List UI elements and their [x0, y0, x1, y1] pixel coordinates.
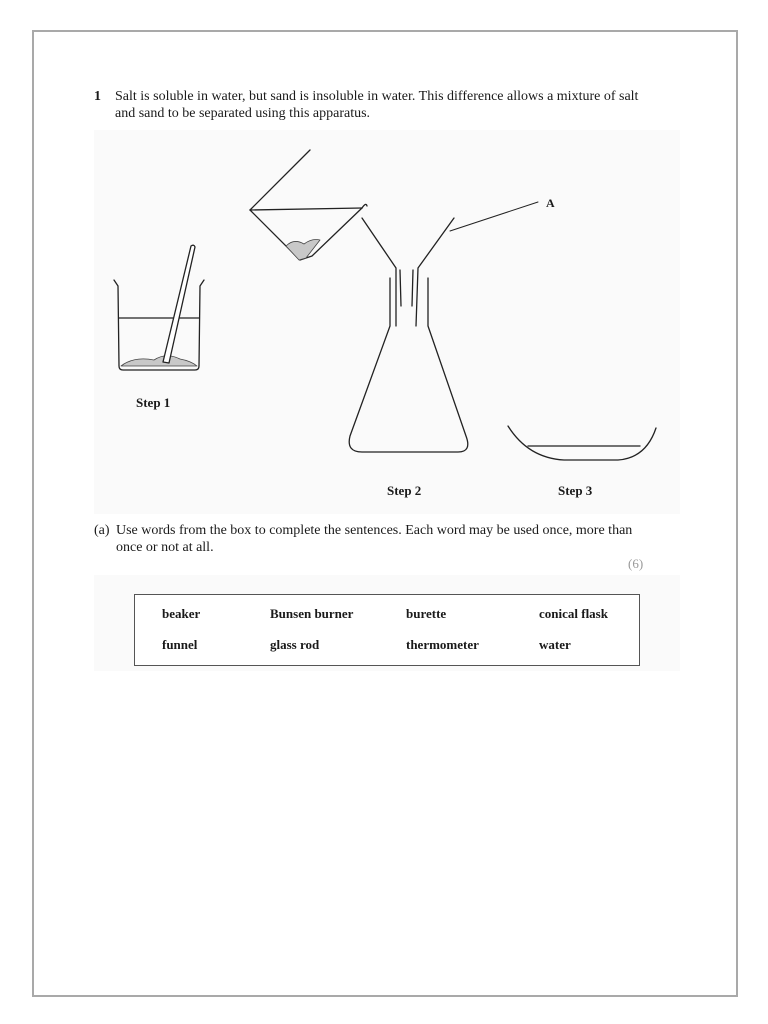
evaporating-dish [508, 426, 656, 460]
word-item: Bunsen burner [270, 606, 354, 621]
marks-indicator: (6) [628, 556, 644, 571]
step-1-label: Step 1 [136, 395, 171, 410]
word-item: water [539, 637, 571, 652]
beaker-step1 [114, 245, 204, 370]
question-text: Salt is soluble in water, but sand is insoluble in water. This difference allows a mixture of salt and sand to be separated using this apparatus. [115, 89, 639, 121]
apparatus-drawing [94, 130, 680, 514]
word-item: beaker [162, 606, 201, 621]
step-2-label: Step 2 [387, 483, 422, 498]
word-box [134, 594, 640, 666]
pouring-funnel [250, 150, 367, 260]
conical-flask [349, 278, 468, 452]
part-a-label: (a) [94, 523, 110, 538]
word-item: conical flask [539, 606, 608, 621]
question-number: 1 [94, 89, 101, 104]
filter-funnel [362, 218, 454, 326]
word-item: funnel [162, 637, 198, 652]
word-item: thermometer [406, 637, 479, 652]
part-a-instructions: Use words from the box to complete the sentences. Each word may be used once, more than once or not at all. [116, 523, 633, 555]
apparatus-diagram [94, 130, 680, 514]
label-a: A [546, 196, 555, 210]
word-item: burette [406, 606, 447, 621]
word-item: glass rod [270, 637, 320, 652]
step-3-label: Step 3 [558, 483, 593, 498]
